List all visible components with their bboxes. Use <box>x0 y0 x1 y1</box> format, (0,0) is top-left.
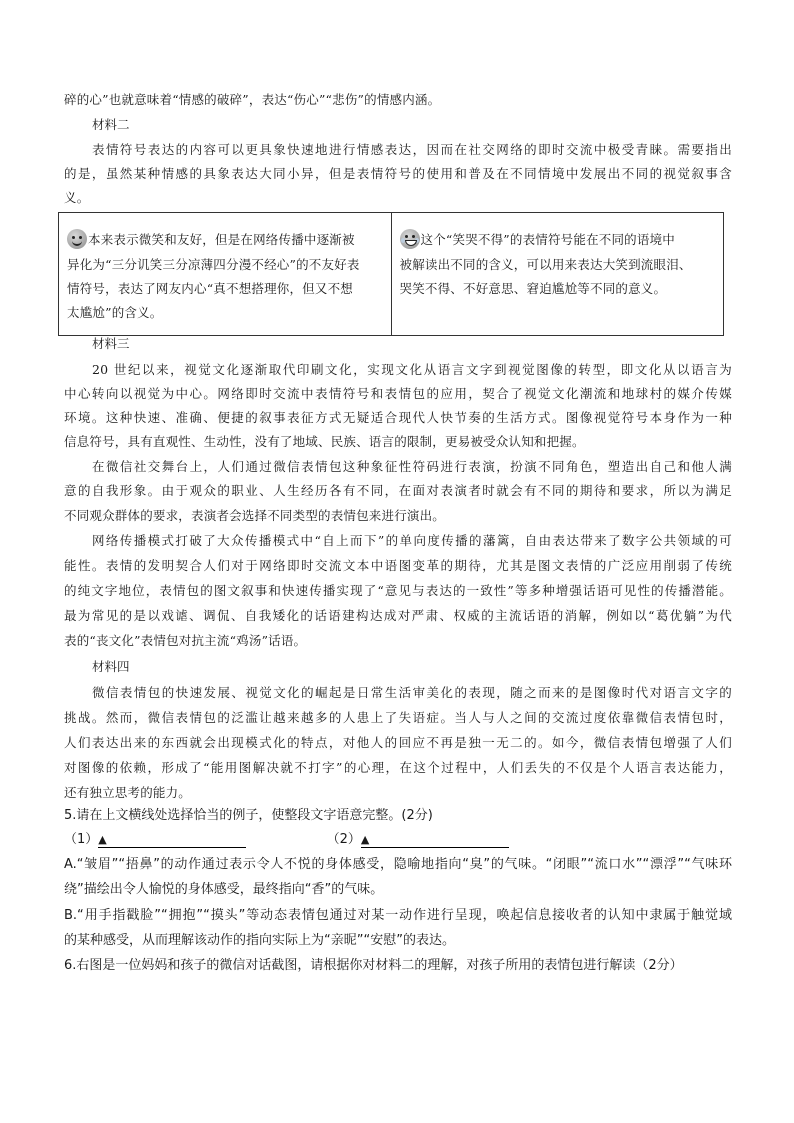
text-line: 表的“丧文化”表情包对抗主流“鸡汤”话语。 <box>64 633 307 648</box>
question-5: 5.请在上文横线处选择恰当的例子，使整段文字语意完整。(2分) <box>64 808 433 823</box>
blank-2-label: （2） <box>326 832 361 847</box>
table-right-line: 这个“笑哭不得”的表情符号能在不同的语境中 <box>420 232 675 247</box>
text-line: 表情符号表达的内容可以更具象快速地进行情感表达，因而在社交网络的即时交流中极受青睐。需要指出 <box>92 142 732 157</box>
text-line: 不同观众群体的要求，表演者会选择不同类型的表情包来进行演出。 <box>64 508 446 523</box>
text-line: 碎的心”也就意味着“情感的破碎”，表达“伤心”“悲伤”的情感内涵。 <box>64 92 441 107</box>
text-line: 信息符号，具有直观性、生动性，没有了地域、民族、语言的限制，更易被受众认知和把握。 <box>64 434 585 449</box>
smile-emoji-icon <box>67 229 87 249</box>
text-line: 环境。这种快速、准确、便捷的叙事表征方式无疑适合现代人快节奏的生活方式。图像视觉符号本身作为一种 <box>64 410 732 425</box>
blank-2-answer[interactable]: ▲ <box>361 833 509 848</box>
text-line: 对图像的依赖，形成了“能用图解决就不打字”的心理，在这个过程中，人们丢失的不仅是个人语言表达能力， <box>64 760 732 775</box>
option-b: B.“用手指戳脸”“拥抱”“摸头”等动态表情包通过对某一动作进行呈现，唤起信息接收者的认知中隶属于触觉域 <box>64 908 732 923</box>
material-four-heading: 材料四 <box>92 659 130 674</box>
material-three-heading: 材料三 <box>92 336 130 351</box>
table-left-line: 太尴尬”的含义。 <box>67 305 163 320</box>
question-5-blanks <box>64 832 732 848</box>
table-left-line: 异化为“三分讥笑三分凉薄四分漫不经心”的不友好表 <box>67 257 360 272</box>
text-line: 网络传播模式打破了大众传播模式中“自上而下”的单向度传播的藩篱，自由表达带来了数字公共领域的可 <box>92 533 732 548</box>
table-right-line: 哭笑不得、不好意思、窘迫尴尬等不同的意义。 <box>399 281 667 296</box>
text-line: 义。 <box>64 190 90 205</box>
text-line: 在微信社交舞台上，人们通过微信表情包这种象征性符码进行表演，扮演不同角色，塑造出自己和他人满 <box>92 459 732 474</box>
option-a: A.“皱眉”“捂鼻”的动作通过表示令人不悦的身体感受，隐喻地指向“臭”的气味。“闭眼”“流口水”“漂浮”“气味环 <box>64 857 732 872</box>
text-line: 中心转向以视觉为中心。网络即时交流中表情符号和表情包的应用，契合了视觉文化潮流和地球村的媒介传媒 <box>64 386 732 401</box>
text-line: 最为常见的是以戏谑、调侃、自我矮化的话语建构达成对严肃、权威的主流话语的消解，例如以“葛优躺”为代 <box>64 608 732 623</box>
text-line: 挑战。然而，微信表情包的泛滥让越来越多的人患上了失语症。当人与人之间的交流过度依靠微信表情包时， <box>64 710 732 725</box>
text-line: 意的自我形象。由于观众的职业、人生经历各有不同，在面对表演者时就会有不同的期待和要求，所以为满足 <box>64 483 732 498</box>
material-two-heading: 材料二 <box>92 117 130 132</box>
laugh-cry-emoji-icon <box>400 229 420 249</box>
text-line: 能性。表情的发明契合人们对于网络即时交流文本中语图变革的期待，尤其是图文表情的广泛应用削弱了传统 <box>64 558 732 573</box>
text-line: 人们表达出来的东西就会出现模式化的特点，对他人的回应不再是独一无二的。如今，微信表情包增强了人们 <box>64 735 732 750</box>
table-left-line: 情符号，表达了网友内心“真不想搭理你，但又不想 <box>67 281 353 296</box>
question-6: 6.右图是一位妈妈和孩子的微信对话截图，请根据你对材料二的理解，对孩子所用的表情包进行解读（2分） <box>64 958 683 973</box>
option-b-cont: 的某种感受，从而理解该动作的指向实际上为“亲昵”“安慰”的表达。 <box>64 933 455 948</box>
blank-1-label: （1） <box>64 832 99 847</box>
text-line: 的是，虽然某种情感的具象表达大同小异，但是表情符号的使用和普及在不同情境中发展出不同的视觉叙事含 <box>64 166 732 181</box>
table-left-line: 本来表示微笑和友好，但是在网络传播中逐渐被 <box>88 232 355 247</box>
text-line: 的纯文字地位，表情包的图文叙事和快速传播实现了“意见与表达的一致性”等多种增强话语可见性的传播潜能。 <box>64 583 732 598</box>
emoji-table-right-cell <box>391 213 724 336</box>
emoji-table <box>58 212 724 336</box>
blank-1-answer[interactable]: ▲ <box>98 833 246 848</box>
emoji-table-left-cell <box>59 213 392 336</box>
text-line: 微信表情包的快速发展、视觉文化的崛起是日常生活审美化的表现，随之而来的是图像时代对语言文字的 <box>92 685 732 700</box>
option-a-cont: 绕”描绘出令人愉悦的身体感受，最终指向“香”的气味。 <box>64 882 384 897</box>
table-right-line: 被解读出不同的含义，可以用来表达大笑到流眼泪、 <box>399 257 692 272</box>
text-line: 20 世纪以来，视觉文化逐渐取代印刷文化，实现文化从语言文字到视觉图像的转型，即文化从以语言为 <box>92 362 732 377</box>
text-line: 还有独立思考的能力。 <box>64 785 192 800</box>
